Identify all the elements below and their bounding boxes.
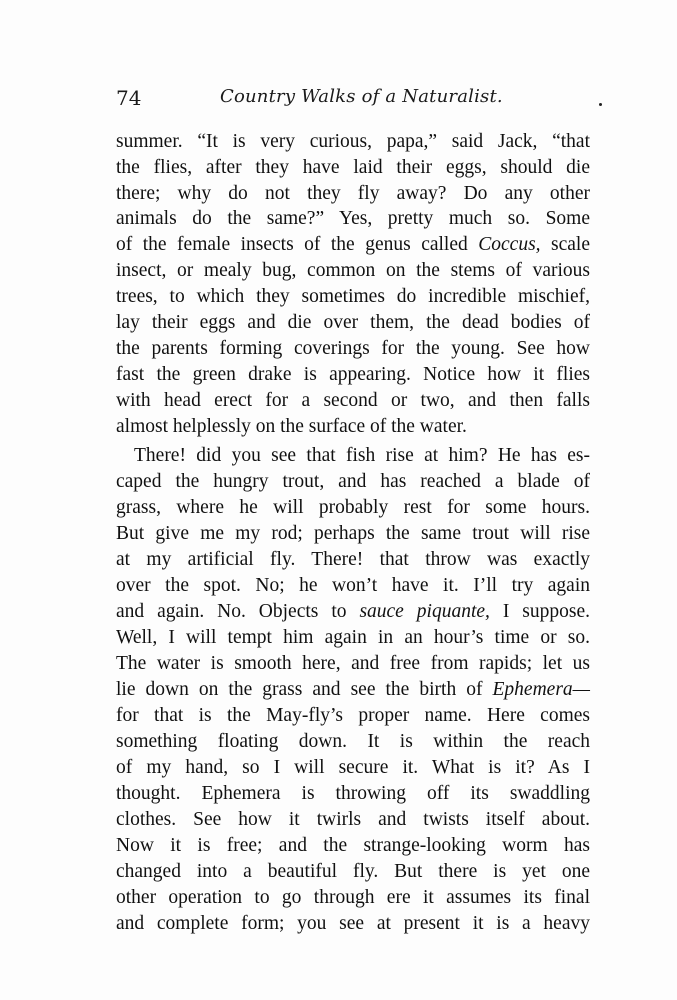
text-line: for that is the May-fly’s proper name. Here comes xyxy=(116,705,590,726)
text-line: trees, to which they sometimes do incredible mischief, xyxy=(116,286,590,307)
text-line: almost helplessly on the surface of the water. xyxy=(116,416,467,437)
italic-term: Ephemera— xyxy=(492,679,590,700)
ink-speck xyxy=(599,103,602,106)
text-line: lie down on the grass and see the birth of Ephemera— xyxy=(116,679,590,700)
text-line: the flies, after they have laid their eggs, should die xyxy=(116,157,590,178)
text-line: insect, or mealy bug, common on the stems of various xyxy=(116,260,590,281)
italic-term: Coccus, xyxy=(478,234,541,255)
text-line: and again. No. Objects to sauce piquante, I suppose. xyxy=(116,601,591,622)
text-line: thought. Ephemera is throwing off its swaddling xyxy=(116,783,590,804)
text-line: there; why do not they fly away? Do any other xyxy=(116,183,590,204)
text-line: But give me my rod; perhaps the same trout will rise xyxy=(116,523,590,544)
text-line: other operation to go through ere it assumes its final xyxy=(116,887,590,908)
text-line: with head erect for a second or two, and then falls xyxy=(116,390,590,411)
text-line: fast the green drake is appearing. Notice how it flies xyxy=(116,364,590,385)
text-line: grass, where he will probably rest for some hours. xyxy=(116,497,590,518)
text-line: lay their eggs and die over them, the dead bodies of xyxy=(116,312,590,333)
text-line: changed into a beautiful fly. But there is yet one xyxy=(116,861,590,882)
text-line: the parents forming coverings for the young. See how xyxy=(116,338,590,359)
page-number: 74 xyxy=(116,86,142,110)
text-line: caped the hungry trout, and has reached a blade of xyxy=(116,471,590,492)
text-line: and complete form; you see at present it is a heavy xyxy=(116,913,590,934)
text-line: of my hand, so I will secure it. What is it? As I xyxy=(116,757,590,778)
running-head xyxy=(116,86,590,116)
text-line: at my artificial fly. There! that throw was exactly xyxy=(116,549,590,570)
italic-term: sauce piquante, xyxy=(359,601,490,622)
text-line: of the female insects of the genus called Coccus, scale xyxy=(116,234,590,255)
text-line: something floating down. It is within the reach xyxy=(116,731,590,752)
text-line: Now it is free; and the strange-looking worm has xyxy=(116,835,590,856)
running-title: Country Walks of a Naturalist. xyxy=(220,86,503,107)
text-line: clothes. See how it twirls and twists itself about. xyxy=(116,809,590,830)
text-line: animals do the same?” Yes, pretty much so. Some xyxy=(116,208,590,229)
text-line: over the spot. No; he won’t have it. I’ll try again xyxy=(116,575,590,596)
text-line: The water is smooth here, and free from rapids; let us xyxy=(116,653,590,674)
text-line: There! did you see that fish rise at him? He has es- xyxy=(134,445,590,466)
text-line: Well, I will tempt him again in an hour’s time or so. xyxy=(116,627,590,648)
text-line: summer. “It is very curious, papa,” said Jack, “that xyxy=(116,131,590,152)
